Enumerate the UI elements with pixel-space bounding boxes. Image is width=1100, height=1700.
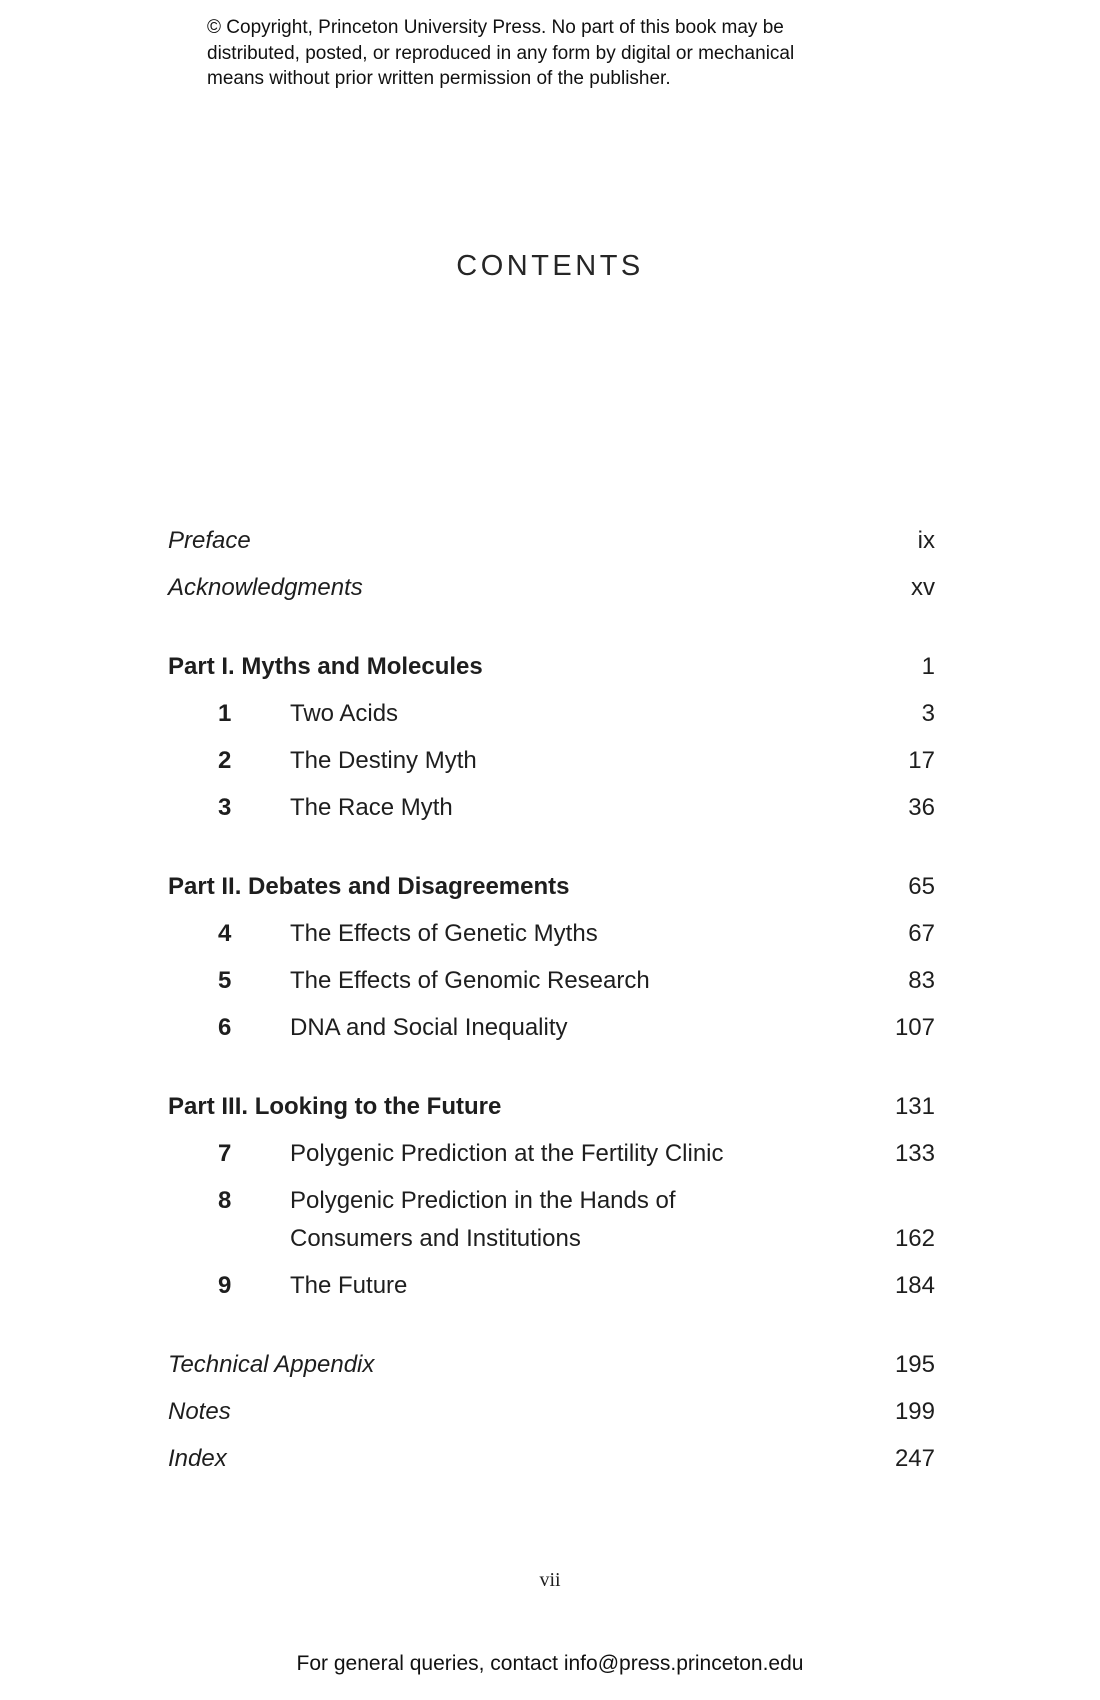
chapter-title — [290, 1182, 676, 1258]
toc-entry-chapter-1 — [168, 695, 935, 733]
chapter-number: 1 — [218, 700, 232, 727]
toc-entry-technical-appendix — [168, 1346, 935, 1384]
toc-part-2 — [168, 868, 935, 1047]
entry-page-number: 65 — [908, 873, 935, 900]
chapter-number: 4 — [218, 920, 232, 947]
chapter-title-line-1: Polygenic Prediction in the Hands of — [290, 1187, 676, 1214]
chapter-title: DNA and Social Inequality — [290, 1014, 568, 1041]
entry-page-number: 199 — [894, 1398, 935, 1425]
toc-entry-chapter-6 — [168, 1009, 935, 1047]
toc-entry-index — [168, 1440, 935, 1478]
chapter-title: Polygenic Prediction at the Fertility Clinic — [290, 1140, 724, 1167]
part-title: Part III. Looking to the Future — [168, 1093, 502, 1120]
chapter-title: The Effects of Genomic Research — [290, 967, 650, 994]
entry-page-number: 83 — [908, 967, 935, 994]
chapter-title: The Race Myth — [290, 794, 453, 821]
toc-entry-chapter-9 — [168, 1267, 935, 1305]
toc-entry-chapter-4 — [168, 915, 935, 953]
toc-part-heading — [168, 648, 935, 686]
toc-entry-chapter-5 — [168, 962, 935, 1000]
chapter-number: 5 — [218, 967, 232, 994]
chapter-title-line-2: Consumers and Institutions — [290, 1225, 581, 1252]
chapter-number: 6 — [218, 1014, 232, 1041]
entry-page-number: 3 — [921, 700, 935, 727]
chapter-title: The Future — [290, 1272, 408, 1299]
entry-page-number: 162 — [894, 1225, 935, 1252]
entry-page-number: 107 — [894, 1014, 935, 1041]
toc-entry-chapter-3 — [168, 789, 935, 827]
chapter-number: 2 — [218, 747, 232, 774]
table-of-contents — [168, 522, 935, 1487]
page-title: CONTENTS — [456, 250, 644, 282]
toc-entry-chapter-8 — [168, 1182, 935, 1258]
entry-page-number: 36 — [908, 794, 935, 821]
toc-entry-notes — [168, 1393, 935, 1431]
entry-label: Technical Appendix — [168, 1351, 375, 1378]
entry-page-number: 247 — [894, 1445, 935, 1472]
toc-part-heading — [168, 1088, 935, 1126]
chapter-title: The Effects of Genetic Myths — [290, 920, 598, 947]
entry-page-number: 131 — [894, 1093, 935, 1120]
chapter-number: 9 — [218, 1272, 232, 1299]
entry-page-number: 17 — [908, 747, 935, 774]
entry-label: Notes — [168, 1398, 231, 1425]
entry-label: Index — [168, 1445, 227, 1472]
part-title: Part II. Debates and Disagreements — [168, 873, 570, 900]
toc-entry-acknowledgments — [168, 569, 935, 607]
toc-entry-chapter-2 — [168, 742, 935, 780]
footer-contact: For general queries, contact info@press.princeton.edu — [296, 1652, 804, 1675]
page-folio: vii — [539, 1569, 561, 1591]
part-title: Part I. Myths and Molecules — [168, 653, 483, 680]
toc-part-heading — [168, 868, 935, 906]
chapter-title: Two Acids — [290, 700, 399, 727]
chapter-number: 3 — [218, 794, 232, 821]
entry-label: Acknowledgments — [168, 574, 363, 601]
entry-page-number: 195 — [894, 1351, 935, 1378]
toc-part-3 — [168, 1088, 935, 1305]
copyright-notice — [207, 15, 907, 92]
entry-page-number: 1 — [921, 653, 935, 680]
copyright-line: © Copyright, Princeton University Press. No part of this book may be — [207, 17, 784, 38]
entry-page-number: 133 — [894, 1140, 935, 1167]
entry-page-number: xv — [911, 574, 935, 601]
chapter-number: 7 — [218, 1140, 232, 1167]
copyright-line: distributed, posted, or reproduced in any form by digital or mechanical — [207, 42, 795, 64]
chapter-title: The Destiny Myth — [290, 747, 477, 774]
entry-page-number: 184 — [894, 1272, 935, 1299]
toc-back-matter — [168, 1346, 935, 1478]
copyright-line: means without prior written permission of the publisher. — [207, 68, 671, 89]
entry-page-number: ix — [917, 527, 935, 554]
entry-page-number: 67 — [908, 920, 935, 947]
toc-entry-chapter-7 — [168, 1135, 935, 1173]
toc-part-1 — [168, 648, 935, 827]
entry-label: Preface — [168, 527, 251, 554]
chapter-number: 8 — [218, 1187, 232, 1214]
toc-entry-preface — [168, 522, 935, 560]
